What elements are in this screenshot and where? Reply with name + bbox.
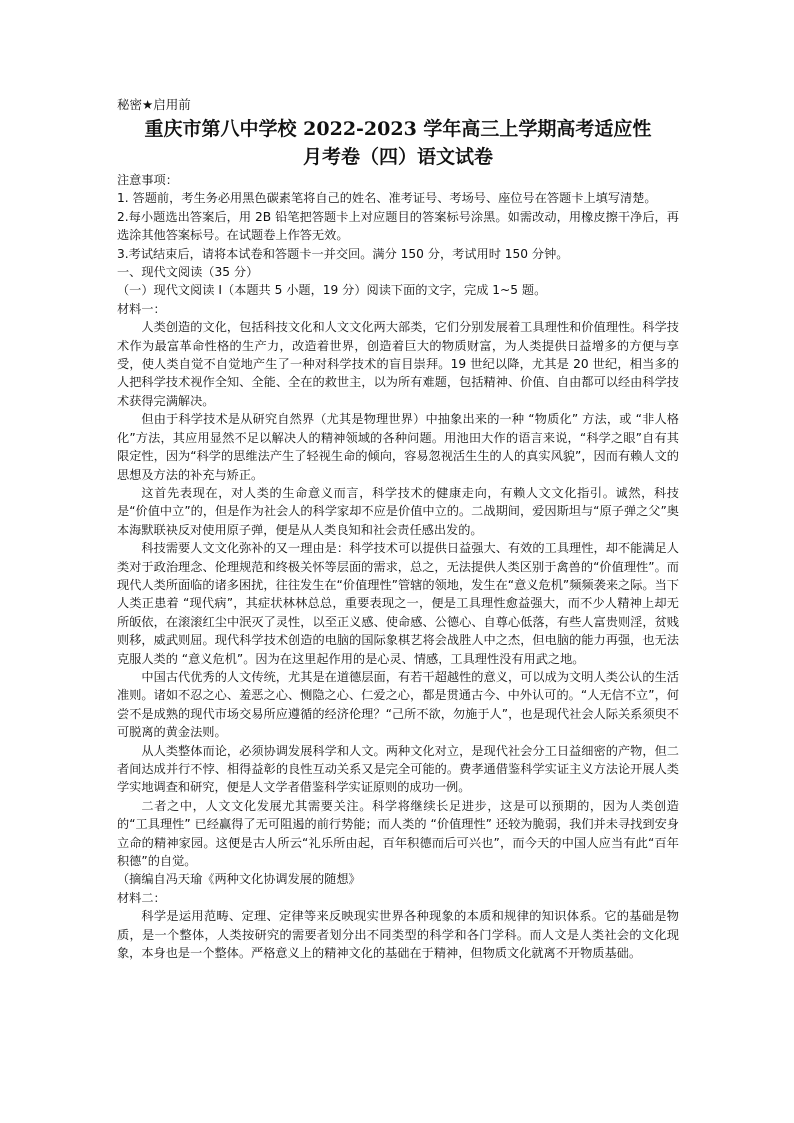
secret-label: 秘密★启用前 [117,97,191,112]
material1-paragraph-4: 科技需要人文文化弥补的又一理由是：科学技术可以提供日益强大、有效的工具理性，却不能满足人类对于政治理念、伦理规范和终极关怀等层面的需求，总之，无法提供人类区别于禽兽的“价值理性”。而现代人类所面临的诸多困扰，往往发生在“价值理性”管辖的领地，发生在“意义危机”频频袭来之际。当下人类正患着 “现代病”，其症状林林总总，重要表现之一，便是工具理性愈益强大，而不少人精神上却无所皈依，在滚滚红尘中泯灭了灵性，以至正义感、使命感、公德心、自尊心低落，有些人富贵则淫，贫贱则移，威武则屈。现代科学技术创造的电脑的国际象棋艺将会战胜人中之杰，但电脑的能力再强，也无法克服人类的 “意义危机”。因为在这里起作用的是心灵、情感，工具理性没有用武之地。 [117,541,679,666]
section-sub1: （一）现代文阅读 I（本题共 5 小题，19 分）阅读下面的文字，完成 1~5 题。 [117,283,547,298]
material1-paragraph-3: 这首先表现在，对人类的生命意义而言，科学技术的健康走向，有赖人文文化指引。诚然，科技是“价值中立”的，但是作为社会人的科学家却不应是价值中立的。二战期间，爱因斯坦与“原子弹之父”奥本海默联袂反对使用原子弹，便是从人类良知和社会责任感出发的。 [117,485,679,537]
material2-label: 材料二： [117,890,166,905]
material1-paragraph-5: 中国古代优秀的人文传统，尤其是在道德层面，有若干超越性的意义，可以成为文明人类公认的生活准则。诸如不忍之心、羞恶之心、恻隐之心、仁爱之心，都是贯通古今、中外认可的。“人无信不立”，何尝不是成熟的现代市场交易所应遵循的经济伦理？“己所不欲，勿施于人”，也是现代社会人际关系须臾不可脱离的黄金法则。 [117,669,679,740]
material1-paragraph-2: 但由于科学技术是从研究自然界（尤其是物理世界）中抽象出来的一种 “物质化” 方法，或 “非人格化”方法，其应用显然不足以解决人的精神领域的各种问题。用池田大作的语言来说，“科学之眼”自有其限定性，因为“科学的思维法产生了轻视生命的倾向，容易忽视活生生的人的真实风貌”，因而有赖人文的思想及方法的补充与矫正。 [117,412,679,482]
material1-paragraph-6: 从人类整体而论，必须协调发展科学和人文。两种文化对立，是现代社会分工日益细密的产物，但二者间达成并行不悖、相得益彰的良性互动关系又是完全可能的。费孝通借鉴科学实证主义方法论开展人类学实地调查和研究，便是人文学者借鉴科学实证原则的成功一例。 [117,743,679,795]
material1-source: （摘编自冯天瑜《两种文化协调发展的随想》 [117,872,361,887]
exam-page [117,92,679,962]
notes-item-2: 2.每小题选出答案后，用 2B 铅笔把答题卡上对应题目的答案标号涂黑。如需改动，用橡皮擦干净后，再选涂其他答案标号。在试题卷上作答无效。 [117,209,679,243]
exam-title-line2: 月考卷（四）语文试卷 [302,146,493,168]
section-part1: 一、现代文阅读（35 分） [117,265,259,280]
notes-item-1: 1. 答题前，考生务必用黑色碳素笔将自己的姓名、准考证号、考场号、座位号在答题卡上填写清楚。 [117,191,657,206]
material1-paragraph-7: 二者之中，人文文化发展尤其需要关注。科学将继续长足进步，这是可以预期的，因为人类创造的“工具理性” 已经赢得了无可阻遏的前行势能；而人类的 “价值理性” 还较为脆弱，我们并未寻找到安身立命的精神家园。这便是古人所云“礼乐所由起，百年积德而后可兴也”，而今天的中国人应当有此“百年积德”的自觉。 [117,798,679,869]
material1-paragraph-1: 人类创造的文化，包括科技文化和人文文化两大部类，它们分别发展着工具理性和价值理性。科学技术作为最富革命性格的生产力，改造着世界，创造着巨大的物质财富，为人类提供日益增多的方便与享受，使人类自觉不自觉地产生了一种对科学技术的盲目崇拜。19 世纪以降，尤其是 20 世纪，相当多的人把科学技术视作全知、全能、全在的救世主，以为所有难题，包括精神、价值、自由都可以经由科学技术获得完满解决。 [117,320,679,408]
exam-title-line1: 重庆市第八中学校 2022-2023 学年高三上学期高考适应性 [144,118,652,140]
material1-label: 材料一： [117,301,166,316]
material2-paragraph-1: 科学是运用范畴、定理、定律等来反映现实世界各种现象的本质和规律的知识体系。它的基础是物质，是一个整体，人类按研究的需要者划分出不同类型的科学和各门学科。而人文是人类社会的文化现象，本身也是一个整体。严格意义上的精神文化的基础在于精神，但物质文化就离不开物质基础。 [117,909,679,961]
notes-item-3: 3.考试结束后，请将本试卷和答题卡一并交回。满分 150 分，考试用时 150 分钟。 [117,246,569,261]
notes-heading: 注意事项： [117,173,178,187]
